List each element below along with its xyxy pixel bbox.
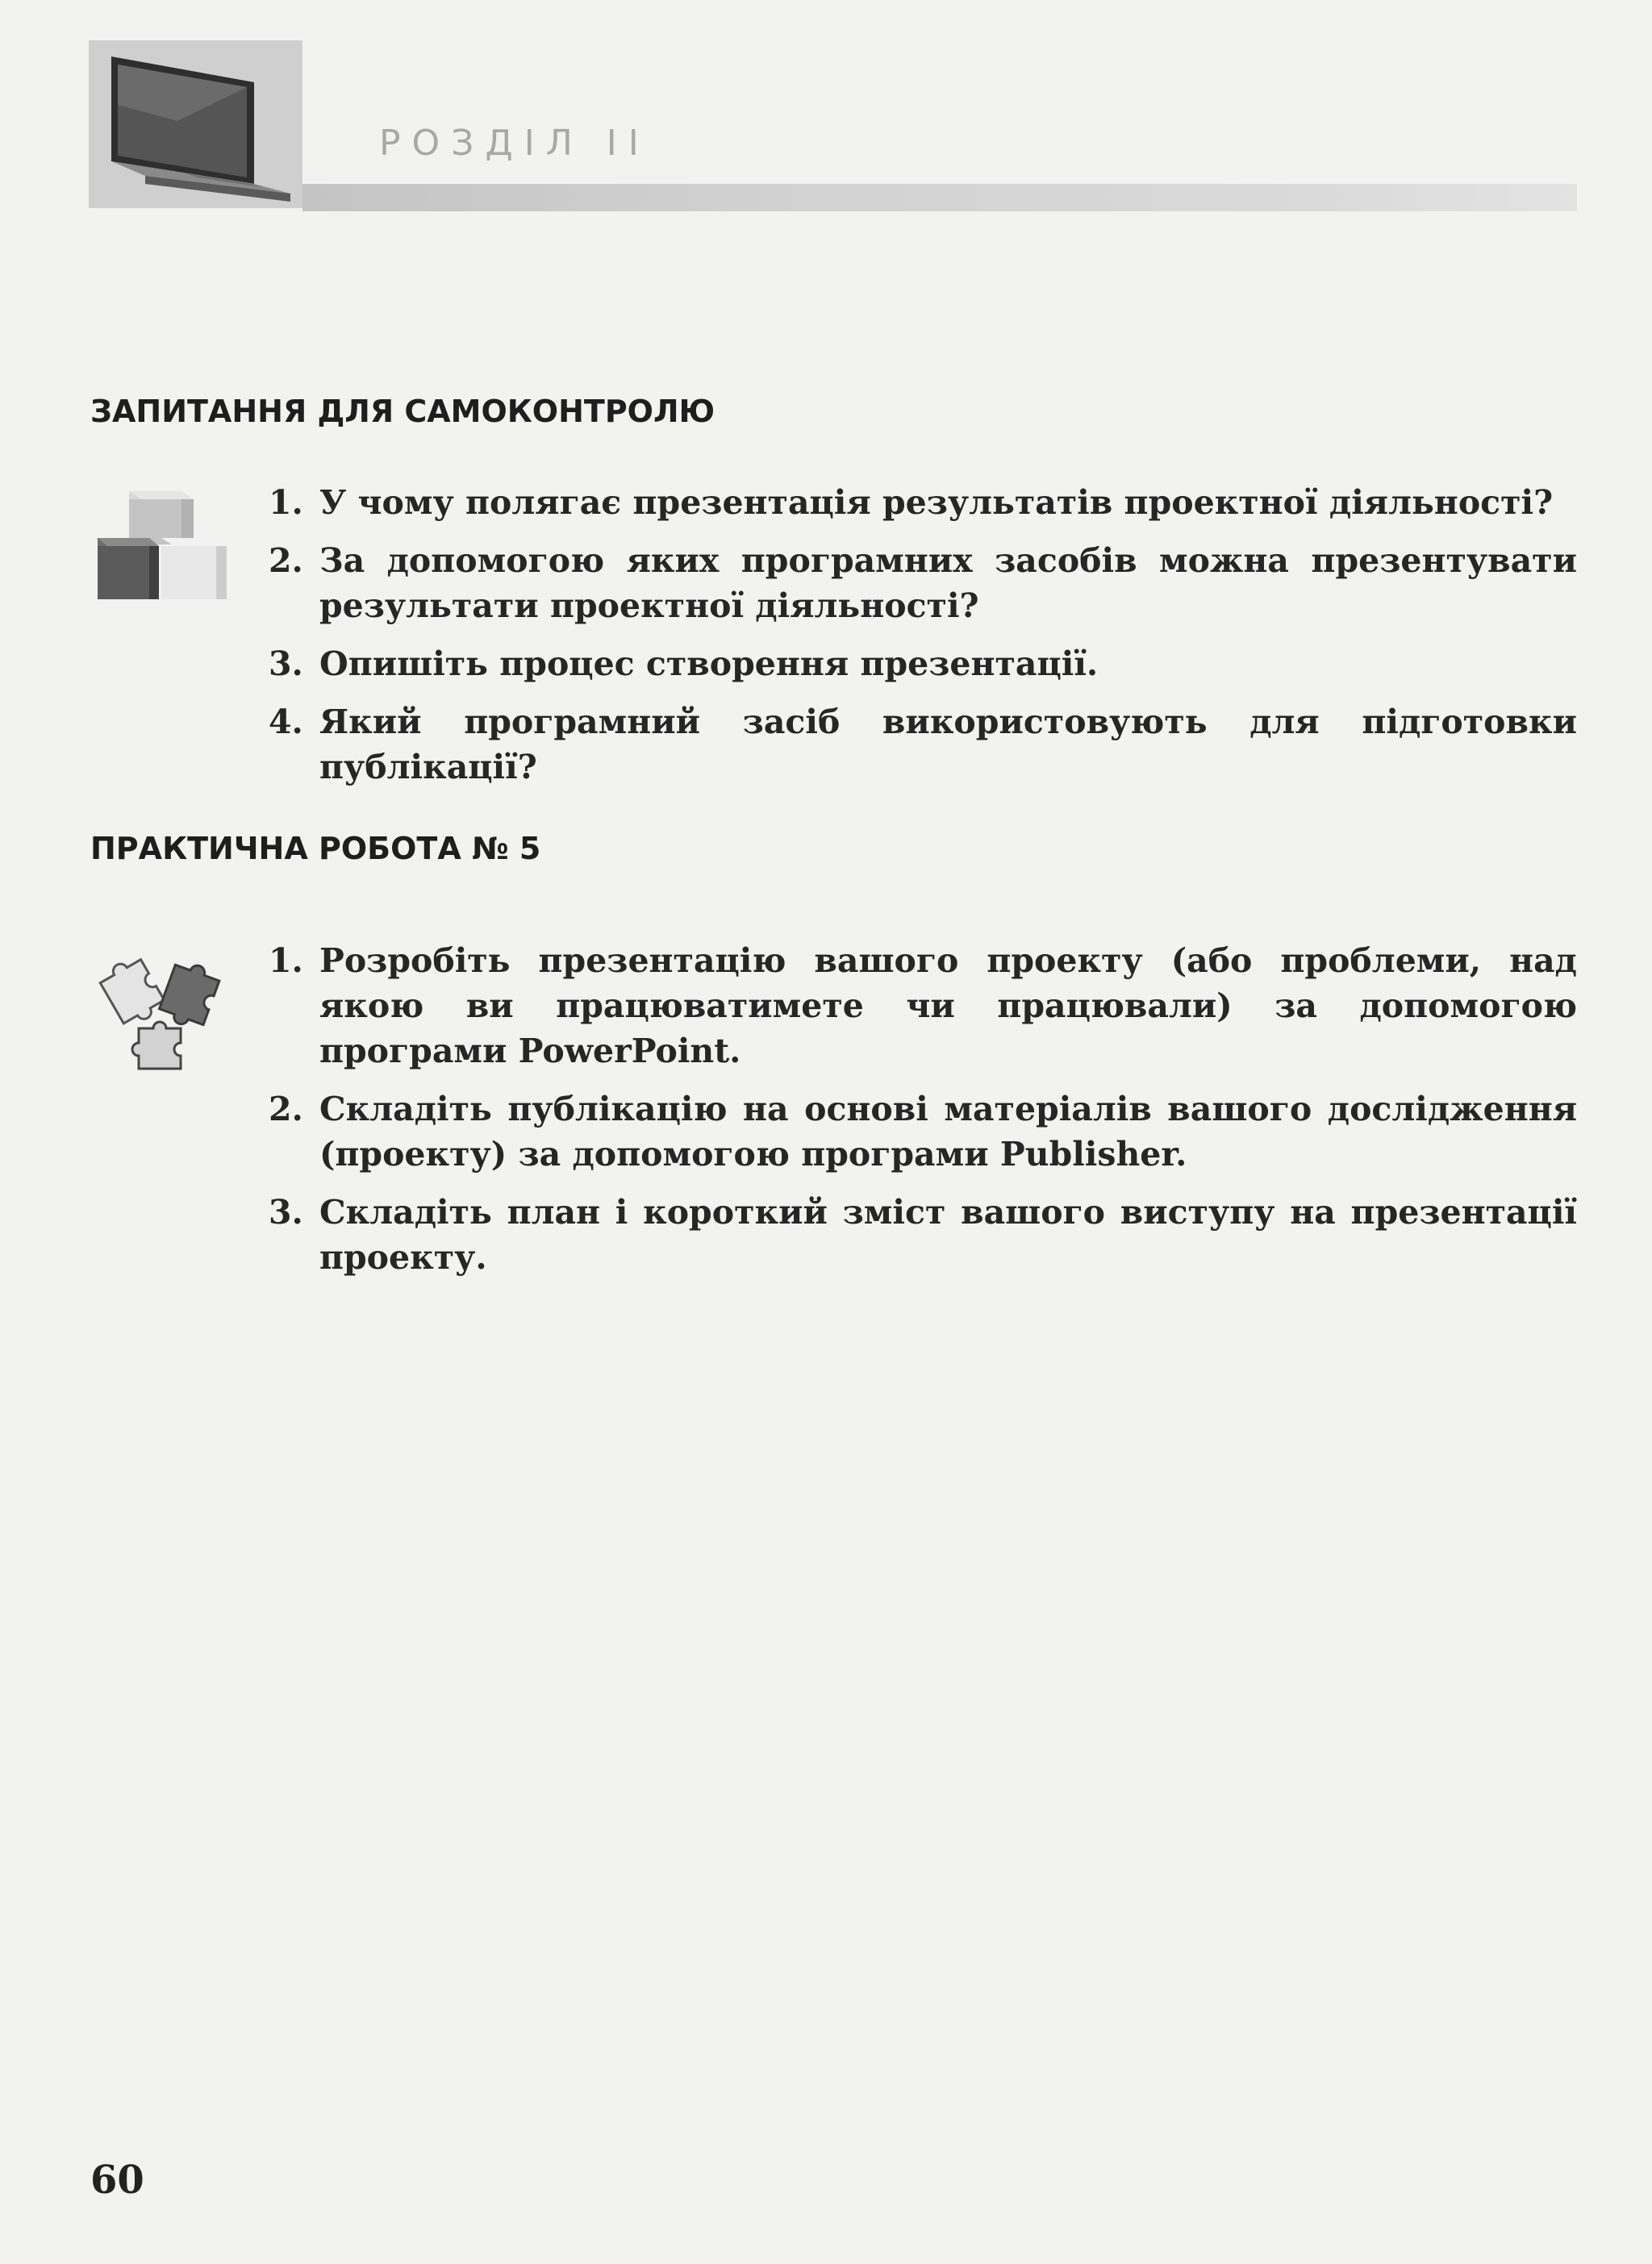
item-number: 3. [269,1193,303,1232]
page-number: 60 [90,2158,144,2203]
section-label: РОЗДІЛ II [379,123,650,164]
item-number: 4. [269,703,303,741]
item-text: Складіть план і короткий зміст вашого виступу на презентації проекту. [319,1193,1577,1277]
list-item [269,1190,1577,1280]
laptop-icon [89,40,302,208]
self-check-title: ЗАПИТАННЯ ДЛЯ САМОКОНТРОЛЮ [90,394,715,429]
item-text: У чому полягає презентація результатів проектної діяльності? [319,483,1554,522]
item-text: За допомогою яких програмних засобів можна презентувати результати проектної діяльності? [319,541,1577,625]
list-item [269,1086,1577,1177]
item-number: 2. [269,1090,303,1128]
list-item [269,641,1577,686]
item-text: Розробіть презентацію вашого проекту (або проблеми, над якою ви працюватимете чи працювали) за допомогою програми PowerPoint. [319,941,1577,1070]
item-number: 1. [269,483,303,522]
cubes-icon [93,488,234,605]
item-text: Опишіть процес створення презентації. [319,644,1099,683]
item-text: Який програмний засіб використовують для підготовки публікації? [319,703,1577,786]
item-text: Складіть публікацію на основі матеріалів вашого дослідження (проекту) за допомогою програми Publisher. [319,1090,1577,1174]
self-check-list [269,480,1577,803]
list-item [269,480,1577,525]
item-number: 2. [269,541,303,580]
item-number: 1. [269,941,303,980]
item-number: 3. [269,644,303,683]
practical-work-title: ПРАКТИЧНА РОБОТА № 5 [90,831,541,866]
practical-work-list [269,938,1577,1293]
puzzle-icon [90,948,236,1073]
list-item [269,938,1577,1074]
list-item [269,699,1577,790]
header-divider [302,184,1577,211]
list-item [269,538,1577,628]
